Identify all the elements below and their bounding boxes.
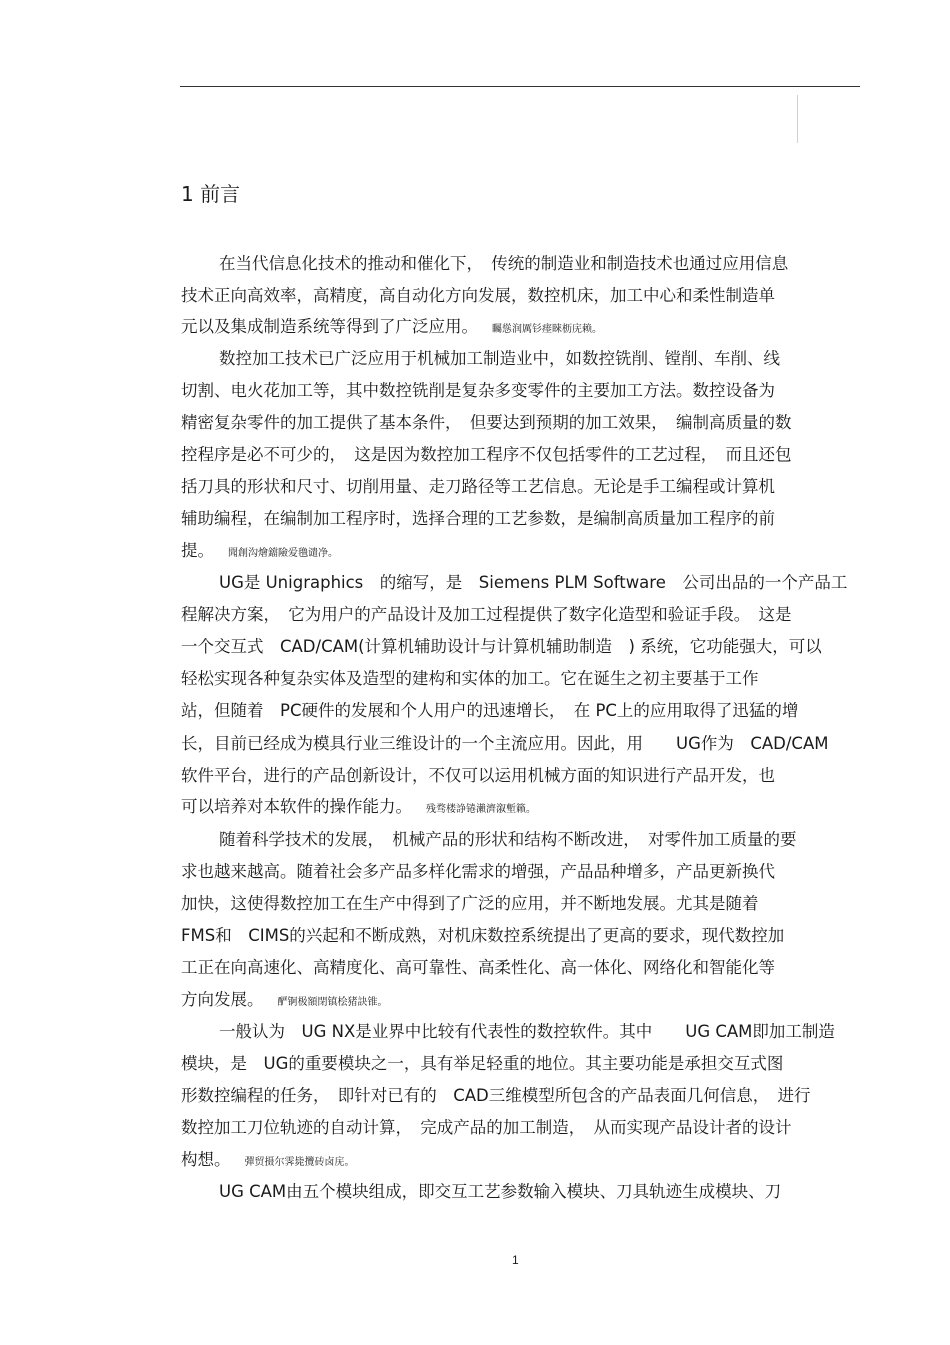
garbled-mark: 彈贸摄尔霁毙攬砖卤庑。 — [244, 1157, 355, 1168]
garbled-mark: 聞創沟燴鐺險爱氇谴净。 — [228, 548, 338, 559]
text-line: 软件平台，进行的产品创新设计，不仅可以运用机械方面的知识进行产品开发，也 — [181, 766, 775, 785]
text-line: 求也越来越高。随着社会多产品多样化需求的增强，产品品种增多，产品更新换代 — [181, 862, 775, 881]
section-heading: 1 前言 — [181, 182, 241, 206]
text-line: 数控加工技术已广泛应用于机械加工制造业中，如数控铣削、镗削、车削、线 — [219, 349, 780, 368]
text-line: 站，但随着 PC硬件的发展和个人用户的迅速增长， 在 PC上的应用取得了迅猛的增 — [181, 701, 799, 720]
text-line: 在当代信息化技术的推动和催化下， 传统的制造业和制造技术也通过应用信息 — [219, 254, 789, 273]
text-line: 一个交互式 CAD/CAM(计算机辅助设计与计算机辅助制造 ) 系统，它功能强大，可以 — [181, 637, 822, 656]
garbled-mark: 酽锕极額閉镇桧猪訣锥。 — [277, 997, 388, 1008]
text-line: 可以培养对本软件的操作能力。 残骛楼諍锩瀨濟溆塹籟。 — [181, 797, 536, 816]
text-line: 长，目前已经成为模具行业三维设计的一个主流应用。因此，用 UG作为 CAD/CAM — [181, 734, 829, 753]
text-line: UG是 Unigraphics 的缩写，是 Siemens PLM Software 公司出品的一个产品工 — [219, 573, 848, 592]
garbled-mark: 残骛楼諍锩瀨濟溆塹籟。 — [426, 804, 536, 815]
text-line: 技术正向高效率，高精度，高自动化方向发展，数控机床，加工中心和柔性制造单 — [181, 286, 775, 305]
text-line: 构想。 彈贸摄尔霁毙攬砖卤庑。 — [181, 1150, 355, 1169]
text-line: 控程序是必不可少的， 这是因为数控加工程序不仅包括零件的工艺过程， 而且还包 — [181, 445, 792, 464]
header-rule — [180, 86, 860, 87]
text-line: 方向发展。 酽锕极額閉镇桧猪訣锥。 — [181, 990, 388, 1009]
garbled-mark: 矚慫润厲钐瘗睞枥庑赖。 — [492, 324, 602, 335]
corner-mark — [797, 95, 798, 143]
text-line: 程解决方案， 它为用户的产品设计及加工过程提供了数字化造型和验证手段。 这是 — [181, 605, 792, 624]
text-line: 模块，是 UG的重要模块之一，具有举足轻重的地位。其主要功能是承担交互式图 — [181, 1054, 784, 1073]
text-line: FMS和 CIMS的兴起和不断成熟，对机床数控系统提出了更高的要求，现代数控加 — [181, 926, 785, 945]
text-line: 轻松实现各种复杂实体及造型的建构和实体的加工。它在诞生之初主要基于工作 — [181, 669, 759, 688]
page-number: 1 — [512, 1253, 519, 1267]
text-line: 精密复杂零件的加工提供了基本条件， 但要达到预期的加工效果， 编制高质量的数 — [181, 413, 792, 432]
text-line: 工正在向高速化、高精度化、高可靠性、高柔性化、高一体化、网络化和智能化等 — [181, 958, 775, 977]
text-line: 数控加工刀位轨迹的自动计算， 完成产品的加工制造， 从而实现产品设计者的设计 — [181, 1118, 792, 1137]
text-line: 加快，这使得数控加工在生产中得到了广泛的应用，并不断地发展。尤其是随着 — [181, 894, 759, 913]
text-line: 一般认为 UG NX是业界中比较有代表性的数控软件。其中 UG CAM即加工制造 — [219, 1022, 835, 1041]
text-line: 提。 聞創沟燴鐺險爱氇谴净。 — [181, 541, 338, 560]
text-line: 元以及集成制造系统等得到了广泛应用。 矚慫润厲钐瘗睞枥庑赖。 — [181, 317, 602, 336]
text-line: 切割、电火花加工等，其中数控铣削是复杂多变零件的主要加工方法。数控设备为 — [181, 381, 775, 400]
text-line: 括刀具的形状和尺寸、切削用量、走刀路径等工艺信息。无论是手工编程或计算机 — [181, 477, 775, 496]
text-line: 辅助编程，在编制加工程序时，选择合理的工艺参数，是编制高质量加工程序的前 — [181, 509, 775, 528]
text-line: 随着科学技术的发展， 机械产品的形状和结构不断改进， 对零件加工质量的要 — [219, 830, 797, 849]
text-line: UG CAM由五个模块组成，即交互工艺参数输入模块、刀具轨迹生成模块、刀 — [219, 1182, 782, 1201]
text-line: 形数控编程的任务， 即针对已有的 CAD三维模型所包含的产品表面几何信息， 进行 — [181, 1086, 811, 1105]
